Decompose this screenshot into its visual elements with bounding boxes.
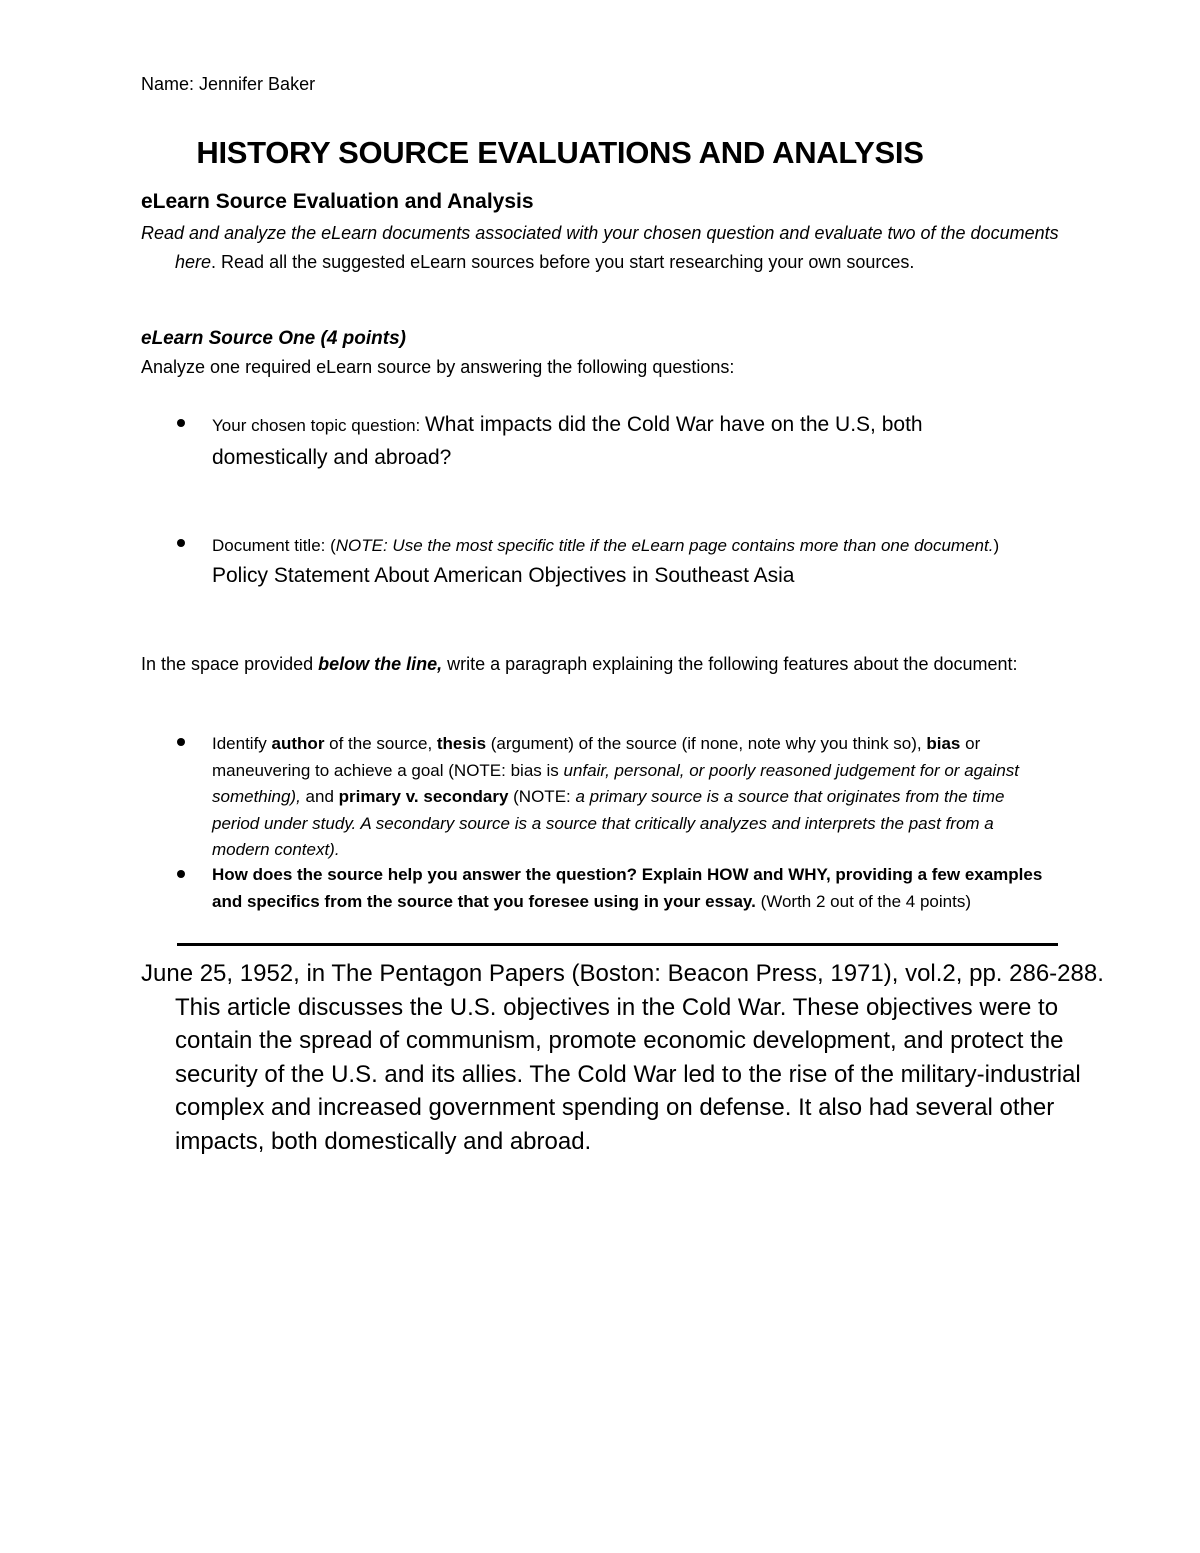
- feat-text: Identify: [212, 734, 272, 753]
- document-title: [212, 531, 1072, 592]
- answer-divider: [177, 943, 1058, 946]
- doc-close: ): [993, 536, 1000, 555]
- feat-text: and: [300, 787, 339, 806]
- paragraph-prompt: [141, 650, 1095, 678]
- bullet-icon: [177, 539, 185, 547]
- section-heading: eLearn Source Evaluation and Analysis: [141, 190, 534, 213]
- topic-question: [212, 409, 1032, 475]
- feat-text: or maneuvering to achieve a goal (NOTE: bias is: [212, 734, 981, 780]
- feat-text: of the source,: [324, 734, 437, 753]
- doc-answer: Policy Statement About American Objectives in Southeast Asia: [212, 564, 795, 587]
- analyze-line: Analyze one required eLearn source by answering the following questions:: [141, 357, 735, 377]
- source-one-heading: eLearn Source One (4 points): [141, 328, 406, 349]
- feat-author: author: [271, 734, 325, 753]
- feat-text: (NOTE:: [508, 787, 576, 806]
- feat-primary: primary v. secondary: [338, 787, 509, 806]
- features-list-item: [212, 731, 1052, 864]
- feat-thesis: thesis: [436, 734, 487, 753]
- doc-note: NOTE: Use the most specific title if the eLearn page contains more than one document.: [335, 536, 994, 555]
- doc-label: Document title: (: [212, 536, 336, 555]
- bullet-icon: [177, 738, 185, 746]
- how-points: (Worth 2 out of the 4 points): [755, 891, 971, 911]
- topic-label: Your chosen topic question:: [212, 416, 425, 435]
- page-title: HISTORY SOURCE EVALUATIONS AND ANALYSIS: [196, 135, 924, 170]
- how-question-item: [212, 862, 1052, 915]
- instructions: [141, 219, 1095, 277]
- bullet-icon: [177, 870, 185, 878]
- prompt-rest: write a paragraph explaining the following features about the document:: [442, 654, 1018, 674]
- prompt-emphasis: below the line,: [318, 654, 443, 674]
- answer-paragraph: June 25, 1952, in The Pentagon Papers (Boston: Beacon Press, 1971), vol.2, pp. 286-288. This article discusses the U.S. objectives in the Cold War. These objectives were to contain the spread of communism, promote economic development, and protect the security of the U.S. and its allies. The Cold War led to the rise of the military-industrial complex and increased government spending on defense. It also had several other impacts, both domestically and abroad.: [141, 960, 1104, 1155]
- instructions-rest: . Read all the suggested eLearn sources before you start researching your own sources.: [211, 252, 915, 272]
- topic-answer: What impacts did the Cold War have on the U.S, both domestically and abroad?: [212, 413, 923, 469]
- feat-text: (argument) of the source (if none, note why you think so),: [486, 734, 927, 753]
- bullet-icon: [177, 419, 185, 427]
- feat-bias: bias: [926, 734, 961, 753]
- feat-primary-def: a primary source is a source that originates from the time period under study. A secondary source is a source that critically analyzes and interprets the past from a modern context).: [212, 787, 1005, 859]
- student-name: Name: Jennifer Baker: [141, 74, 316, 94]
- instructions-italic: Read and analyze the eLearn documents associated with your chosen question and evaluate two of the documents here: [141, 223, 1059, 272]
- how-question: How does the source help you answer the question? Explain HOW and WHY, providing a few examples and specifics from the source that you foresee using in your essay.: [212, 865, 1043, 911]
- feat-bias-def: unfair, personal, or poorly reasoned judgement for or against something),: [212, 760, 1020, 806]
- prompt-text: In the space provided: [141, 654, 319, 674]
